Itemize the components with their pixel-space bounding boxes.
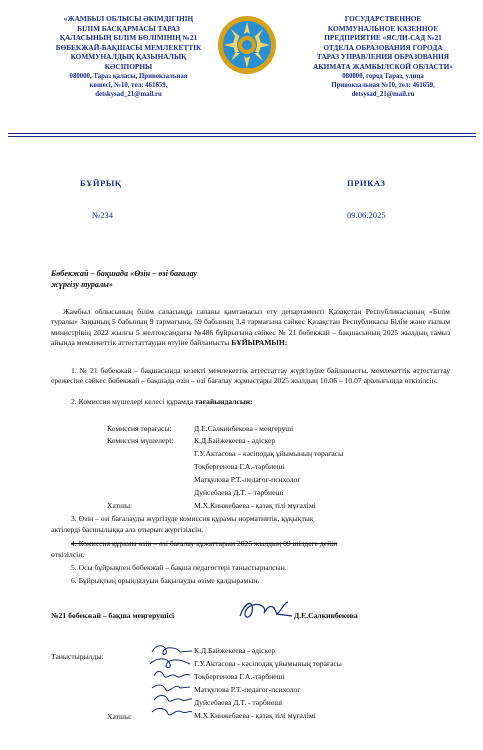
subject-line: жүргізу туралы» bbox=[51, 280, 113, 289]
order-word: БҰЙЫРАМЫН: bbox=[231, 338, 288, 348]
commission-members-label: Комиссия мүшелері: bbox=[107, 436, 174, 445]
header-ru-line: ГОСУДАРСТВЕННОЕ bbox=[344, 14, 422, 23]
address-line: Привокзальная №10, тел: 461659, bbox=[331, 81, 435, 89]
commission-member: Г.У.Актасова – кәсіподақ ұйымының төрағасы bbox=[194, 449, 344, 458]
header-divider-bottom bbox=[8, 136, 476, 137]
acquainted-signatures-icon bbox=[146, 642, 196, 724]
item-2-text: 2. Комиссия мүшелері келесі құрамда bbox=[71, 397, 194, 406]
commission-member: Тоқбергенова Г.А.-тәрбиеші bbox=[194, 462, 285, 471]
acquainted-name: Дуйсебаева Д.Т. - тәрбиеші bbox=[194, 698, 283, 707]
address-line: 080000, город Тараз, улица bbox=[342, 72, 424, 80]
item-6-line: 6. Бұйрықтың орындалуын бақылауды өзіме қалдырамын. bbox=[71, 576, 260, 585]
item-4-line: 4. Комиссия құрамы өзін – өзі бағалау құжаттарын 2025 жылдың 09 шілдеге дейін bbox=[71, 539, 338, 548]
subject-line: Бөбекжай – бақшада «Өзін – өзі бағалау bbox=[51, 269, 198, 278]
acquainted-secretary: М.Х.Кинжебаева - қазақ тілі мұғалімі bbox=[194, 711, 316, 720]
header-ru-line: ТАРАЗ УПРАВЛЕНИЯ ОБРАЗОВАНИЯ bbox=[316, 52, 450, 62]
header-kz-line: ҚАЛАСЫНЫҢ БІЛІМ БӨЛІМІНІҢ №21 bbox=[59, 33, 198, 43]
acquainted-name: Г.У.Актасова - кәсіподақ ұйымының төрағасы bbox=[194, 659, 342, 668]
commission-member: К.Д.Байжекеева - әдіскер bbox=[194, 436, 276, 445]
item-4-line: өткізілсін. bbox=[51, 550, 85, 559]
order-number: №234 bbox=[92, 210, 114, 220]
header-kz-line: БІЛІМ БАСҚАРМАСЫ ТАРАЗ bbox=[77, 23, 180, 33]
header-divider-top bbox=[8, 133, 476, 134]
item-2-line bbox=[71, 397, 253, 407]
header-kz-line: «ЖАМБЫЛ ОБЛЫСЫ ӘКІМДІГІНІҢ bbox=[63, 14, 194, 23]
acquainted-name: Тоқбергенова Г.А.-тәрбиеші bbox=[194, 672, 285, 681]
header-ru-line: КОММУНАЛЬНОЕ КАЗЕННОЕ bbox=[327, 23, 439, 33]
state-emblem-icon bbox=[217, 12, 277, 78]
commission-secretary: М.Х.Кинжебаева - қазақ тілі мұғалімі bbox=[194, 501, 316, 510]
commission-secretary-label: Хатшы: bbox=[107, 501, 133, 510]
acquainted-name: Матқулова Р.Т.-педагог-психолог bbox=[194, 685, 301, 694]
order-title-ru: ПРИКАЗ bbox=[347, 178, 386, 188]
header-ru-address bbox=[303, 72, 463, 100]
header-kz-block bbox=[41, 14, 216, 99]
header-kz-address bbox=[41, 72, 216, 100]
acquainted-name: К.Д.Байжекеева - әдіскер bbox=[194, 646, 276, 655]
header-ru-line: АКИМАТА ЖАМБЫЛСКОЙ ОБЛАСТИ» bbox=[313, 61, 453, 71]
item-2-bold: тағайындалсын: bbox=[194, 397, 253, 406]
preamble-paragraph bbox=[51, 307, 450, 349]
preamble-text: Жамбыл облысының білім саласында сапаны қамтамасыз ету департаменті Қазақстан Республикасының «Білім туралы» Заңының 5 бабының 9 тармағына, 59 бабының 3,4 тармағына сәйкес Қазақстан Республикасы Білім және ғылым министрінің 2022 жылғы 5 желтоқсандағы №486 бұйрығына сәйкес № 21 бөбекжай – бақшасының 2025 жылдың тамыз айында мемлекеттік аттестаттаудан өтуіне байланысты bbox=[51, 307, 450, 348]
item-3-line: актілерді басшылыққа ала отырып жүргізілсін. bbox=[51, 525, 204, 534]
acquainted-label: Таныстырылды: bbox=[51, 652, 104, 661]
email-line: detskysad_21@mail.ru bbox=[95, 90, 162, 98]
commission-member: Матқулова Р.Т.-педагог-психолог bbox=[194, 475, 301, 484]
order-date: 09.06.2025 bbox=[347, 210, 386, 220]
order-title-kz: БҰЙРЫҚ bbox=[80, 178, 122, 188]
header-ru-block bbox=[303, 14, 463, 99]
address-line: көшесі, №10, тел: 461659, bbox=[89, 81, 168, 89]
item-5-line: 5. Осы бұйрықпен бөбекжай – бақша педагогтері таныстырылсын. bbox=[71, 563, 287, 572]
director-title: №21 бөбекжай – бақша меңгерушісі bbox=[51, 611, 175, 620]
commission-chair-label: Комиссия төрағасы: bbox=[107, 424, 172, 433]
item-3-line: 3. Өзін – өзі бағалауды жүргізуде комиссия құрамы нормативтік, құқықтық bbox=[71, 514, 314, 523]
header-ru-line: ПРЕДПРИЯТИЕ «ЯСЛИ-САД №21 bbox=[324, 33, 442, 43]
item-1-paragraph: 1. № 21 бөбекжай – бақшасында кезекті мемлекеттік аттестаттау жүргізуіне байланысты, мемлекеттік аттестаттау ережесіне сәйкес бөбекжай – бақшада өзін – өзі бағалау жұмыстары 2025 жылдың 10.06 – 10.07 аралығында өткізілсін. bbox=[51, 366, 450, 386]
director-signature-icon bbox=[236, 596, 296, 624]
commission-member: Дуйсебаева Д.Т. – тәрбиеші bbox=[194, 488, 284, 497]
header-kz-line: КОММУНАЛДЫҚ ҚАЗЫНАЛЫҚ bbox=[70, 52, 187, 62]
director-name: Д.Е.Салкинбекова bbox=[294, 611, 358, 620]
header-kz-line: БӨБЕКЖАЙ-БАҚШАСЫ МЕМЛЕКЕТТІК bbox=[55, 42, 202, 52]
acquainted-secretary-label: Хатшы: bbox=[107, 712, 133, 721]
commission-chair: Д.Е.Салкинбекова - меңгеруші bbox=[194, 424, 294, 433]
header-kz-line: КӘСІПОРНЫ bbox=[104, 61, 153, 71]
order-subject bbox=[51, 268, 197, 290]
address-line: 080000, Тараз қаласы, Привокзальная bbox=[69, 72, 188, 80]
email-line: detsysad_21@mail.ru bbox=[351, 90, 415, 98]
header-ru-line: ОТДЕЛА ОБРАЗОВАНИЯ ГОРОДА bbox=[323, 42, 443, 52]
